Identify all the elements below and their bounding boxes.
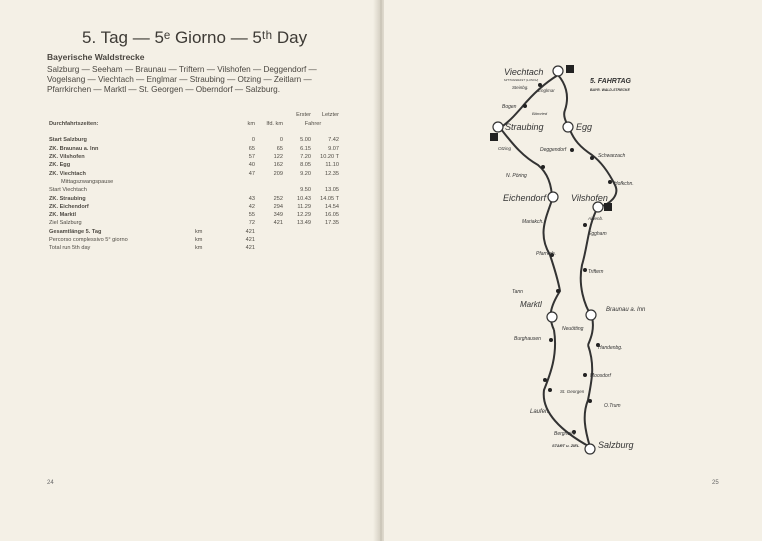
page-title: 5. Tag — 5ᵉ Giorno — 5ᵗʰ Day [82, 28, 308, 47]
map-label-tann: Tann [512, 289, 523, 295]
table-row: Ziel Salzburg 72 421 13.49 17.35 [49, 220, 339, 227]
map-label-moosdorf: Moosdorf [590, 373, 611, 379]
map-label-eggham: Eggham [588, 231, 607, 237]
page-number-right: 25 [712, 480, 719, 486]
map-label-straubing: Straubing [505, 122, 544, 132]
map-label-mariakch: Mariakch. [522, 219, 544, 225]
left-page [0, 0, 379, 541]
map-label-steinbg: Steinbg. [512, 85, 529, 90]
route-map [470, 55, 700, 465]
map-label-hofkchn: Hofkchn. [614, 181, 634, 187]
table-row: ZK. Viechtach 47 209 9.20 12.35 [49, 170, 339, 177]
map-label-egg: Egg [576, 122, 593, 132]
map-label-bornsee: Bärnried [532, 111, 548, 116]
table-row: Start Salzburg 0 0 5.00 7.42 [49, 137, 339, 144]
map-label-triftern: Triftern [588, 269, 604, 275]
map-label-poering: N. Pöring [506, 173, 527, 179]
map-label-laufen: Laufen [530, 409, 549, 415]
map-label-englmar: Englmar [538, 88, 555, 93]
map-day-subtitle: BAYR. WALD-STRECKE [590, 88, 630, 92]
map-label-otzing: Otzing [498, 146, 512, 151]
map-label-mittag: MITTAGSRAST (LUNCH) [504, 78, 539, 82]
table-row: Mittagszwangspause [61, 178, 114, 185]
table-row: ZK. Vilshofen 57 122 7.20 10.20 T [49, 154, 339, 161]
map-label-pfarrkch: Pfarrkch. [536, 251, 557, 257]
route-description: Salzburg — Seeham — Braunau — Triftern — Vilshofen — Deggendorf — Vogelsang — Viechtach — Englmar — Straubing — Otzing — Zeitlarn — Pfarrkirchen — Marktl — St. Georgen — Oberndorf — Salzburg. [47, 65, 317, 95]
section-subtitle: Bayerische Waldstrecke [47, 52, 145, 62]
map-label-schwarzach: Schwarzach [598, 153, 626, 159]
totals-row: Total run 5th day km 421 [49, 245, 255, 252]
map-label-salzburg: Salzburg [598, 440, 634, 450]
route-line [500, 75, 558, 128]
timetable-header-row: Durchfahrtszeiten: km lfd. km Fahrer [49, 120, 322, 127]
map-label-start: START u. ZIEL [552, 443, 580, 448]
map-label-stgeorgen: St. Georgen [560, 389, 585, 394]
totals-row: Percorso complessivo 5° giorno km 421 [49, 237, 255, 243]
map-label-viechtach: Viechtach [504, 67, 544, 77]
timetable-header-row: Erster Letzter [296, 111, 339, 118]
map-label-aidenb: Aidenb. [588, 216, 604, 221]
map-day-title: 5. FAHRTAG [590, 78, 631, 85]
table-row: ZK. Straubing 43 252 10.43 14.05 T [49, 195, 339, 202]
map-label-vilshofen: Vilshofen [571, 193, 608, 203]
totals-row: Gesamtlänge 5. Tag km 421 [49, 228, 255, 235]
table-row: ZK. Egg 40 162 8.05 11.10 [49, 162, 339, 169]
table-row: ZK. Marktl 55 349 12.29 16.05 [49, 212, 339, 219]
table-row: Start Viechtach 9.50 13.05 [49, 187, 339, 194]
table-row: ZK. Braunau a. Inn 65 65 6.15 9.07 [49, 145, 339, 152]
route-line [581, 207, 598, 345]
map-label-otrum: O.Trum [604, 403, 621, 409]
map-label-deggendorf: Deggendorf [540, 147, 567, 153]
route-line [500, 128, 552, 200]
map-label-neuotting: Neuötting [562, 326, 584, 332]
map-label-bogen: Bogen [502, 104, 517, 110]
map-label-braunau: Braunau a. Inn [606, 307, 646, 313]
route-line [585, 345, 593, 447]
route-line [544, 200, 560, 330]
map-label-burghausen: Burghausen [514, 336, 541, 342]
map-label-handenbg: Handenbg. [598, 345, 623, 351]
timetable [47, 110, 341, 252]
map-label-marktl: Marktl [520, 300, 542, 309]
timetable-label: Durchfahrtszeiten: [49, 120, 99, 127]
table-row: ZK. Eichendorf 42 294 11.29 14.54 [49, 203, 339, 210]
map-label-eichendorf: Eichendorf [503, 193, 547, 203]
page-number-left: 24 [47, 480, 54, 486]
map-label-bergheim: Bergheim [554, 431, 576, 437]
town-dot-markers [523, 83, 612, 434]
